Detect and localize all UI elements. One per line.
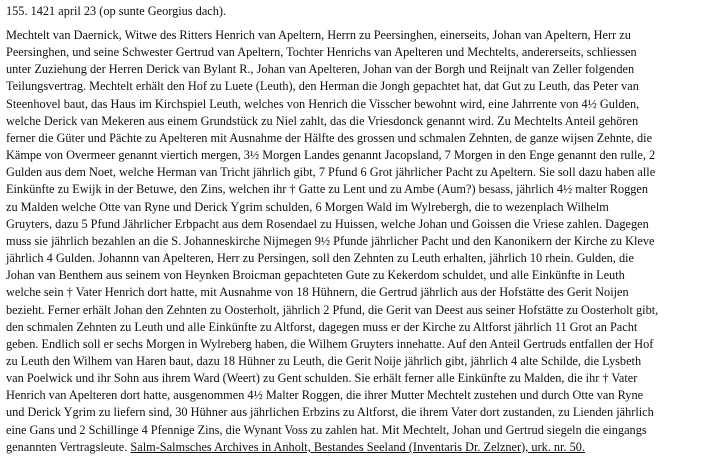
body-line: Einkünfte zu Ewijk in der Betuwe, den Zins, welchen ihr † Gatte zu Lent und zu Ambe (Aum?) besass, jährlich 4½ malter Roggen bbox=[6, 182, 648, 197]
body-line: Henrich van Apelteren dort hatte, ausgenommen 4½ Malter Roggen, die ihrer Mutter Mechtelt zustehen und durch Otte van Ryne bbox=[6, 388, 644, 403]
document-page bbox=[6, 2, 718, 456]
body-line: Gulden aus dem Noet, welche Herman van Tricht jährlich gibt, 7 Pfund 6 Grot jährlicher Pacht zu Apeltern. Sie soll dazu haben alle bbox=[6, 165, 656, 180]
body-line: geben. Endlich soll er sechs Morgen in Wylreberg haben, die Wilhem Gruyters innehatte. Auf den Anteil Gertruds entfallen der Hof bbox=[6, 336, 654, 351]
body-line: zu Leuth den Wilhem van Haren baut, dazu 18 Hühner zu Leuth, die Gerit Noije jährlich gibt, jährlich 4 alte Schilde, die Lysbeth bbox=[6, 353, 642, 368]
body-line: jährlich 4 Gulden. Johannn van Apelteren, Herr zu Persingen, soll den Zehnten zu Leuth erhalten, jährlich 10 rhein. Gulden, die bbox=[6, 251, 634, 266]
body-line-text: genannten Vertragsleute. bbox=[6, 439, 128, 454]
body-line: van Poelwick und ihr Sohn aus ihrem Ward (Weert) zu Gent schulden. Sie erhält ferner alle Einkünfte zu Malden, die ihr † Vater bbox=[6, 371, 638, 386]
body-line: welche sein † Vater Henrich dort hatte, mit Ausnahme von 18 Hühnern, die Gertrud jährlich aus der Hofstätte des Gerit Noijen bbox=[6, 285, 629, 300]
source-citation: Salm-Salmsches Archives in Anholt, Bestandes Seeland (Inventaris Dr. Zelzner), urk. nr. 50. bbox=[130, 439, 585, 454]
body-line: muss sie jährlich bezahlen an die S. Johanneskirche Nijmegen 9½ Pfunde jährlicher Pacht und den Kanonikern der Kirche zu Kleve bbox=[6, 233, 655, 248]
document-heading: 155. 1421 april 23 (op sunte Georgius dach). bbox=[6, 4, 227, 18]
body-line: Steenhovel baut, das Haus im Kirchspiel Leuth, welches von Henrich die Visscher bewohnt wird, eine Jahrrente von 4½ Gulden, bbox=[6, 96, 640, 111]
body-line: Johan van Benthem aus seinem von Heynken Broicman gepachteten Gute zu Kekerdom schuldet, und alle Einkünfte in Leuth bbox=[6, 268, 625, 283]
body-line: unter Zuziehung der Herren Derick van Bylant R., Johan van Apelteren, Johan van der Borgh und Reijnalt van Zeller folgenden bbox=[6, 62, 635, 77]
body-line: Gruyters, dazu 5 Pfund Jährlicher Erbpacht aus dem Rosendael zu Huissen, welche Johan und Goissen die Vriese zahlen. Dagegen bbox=[6, 216, 649, 231]
body-line: Teilungsvertrag. Mechtelt erhält den Hof zu Luete (Leuth), den Herman die Jongh gepachtet hat, dat Gut zu Leuth, das Peter van bbox=[6, 79, 639, 94]
body-line: den schmalen Zehnten zu Leuth und alle Einkünfte zu Altforst, dagegen muss er der Kirche zu Altforst jährlich 11 Grot an Pacht bbox=[6, 319, 638, 334]
body-line: und Derick Ygrim zu liefern sind, 30 Hühner aus jährlichen Erbzins zu Altforst, die ihrem Vater dort zustanden, zu Lienden jährlich bbox=[6, 405, 654, 420]
body-line: welche Derick van Mekeren aus einem Grundstück zu Niel zahlt, das die Vriesdonck genannt wird. Zu Mechtelts Anteil gehören bbox=[6, 113, 639, 128]
body-line: eine Gans und 2 Schillinge 4 Pfennige Zins, die Wynant Voss zu zahlen hat. Mit Mechtelt, Johan und Gertrud siegeln die eingangs bbox=[6, 422, 647, 437]
body-line: bezieht. Ferner erhält Johan den Zehnten zu Oosterholt, jährlich 2 Pfund, die Gerit van Deest aus seiner Hofstätte zu Oosterholt gibt, bbox=[6, 302, 659, 317]
body-line: Mechtelt van Daernick, Witwe des Ritters Henrich van Apeltern, Herrn zu Peersinghen, einerseits, Johan van Apeltern, Herr zu bbox=[6, 28, 631, 42]
body-line: zu Malden welche Otte van Ryne und Derick Ygrim schulden, 6 Morgen Wald im Wylrebergh, die to wezenplach Wilhelm bbox=[6, 199, 609, 214]
body-line: ferner die Güter und Pächte zu Apelteren mit Ausnahme der Hälfte des grossen und schmalen Zehnten, de ganze wijsen Zehnte, die bbox=[6, 130, 653, 145]
body-line: Kämpe von Overmeer genannt viertich mergen, 3½ Morgen Landes genannt Jacopsland, 7 Morgen in den Enge genannt den rulle, 2 bbox=[6, 148, 656, 163]
body-line: Peersinghen, und seine Schwester Gertrud van Apeltern, Tochter Henrichs van Apelteren und Mechtelts, andererseits, schliessen bbox=[6, 45, 637, 60]
body-line-last bbox=[6, 439, 718, 456]
document-body bbox=[6, 27, 718, 456]
